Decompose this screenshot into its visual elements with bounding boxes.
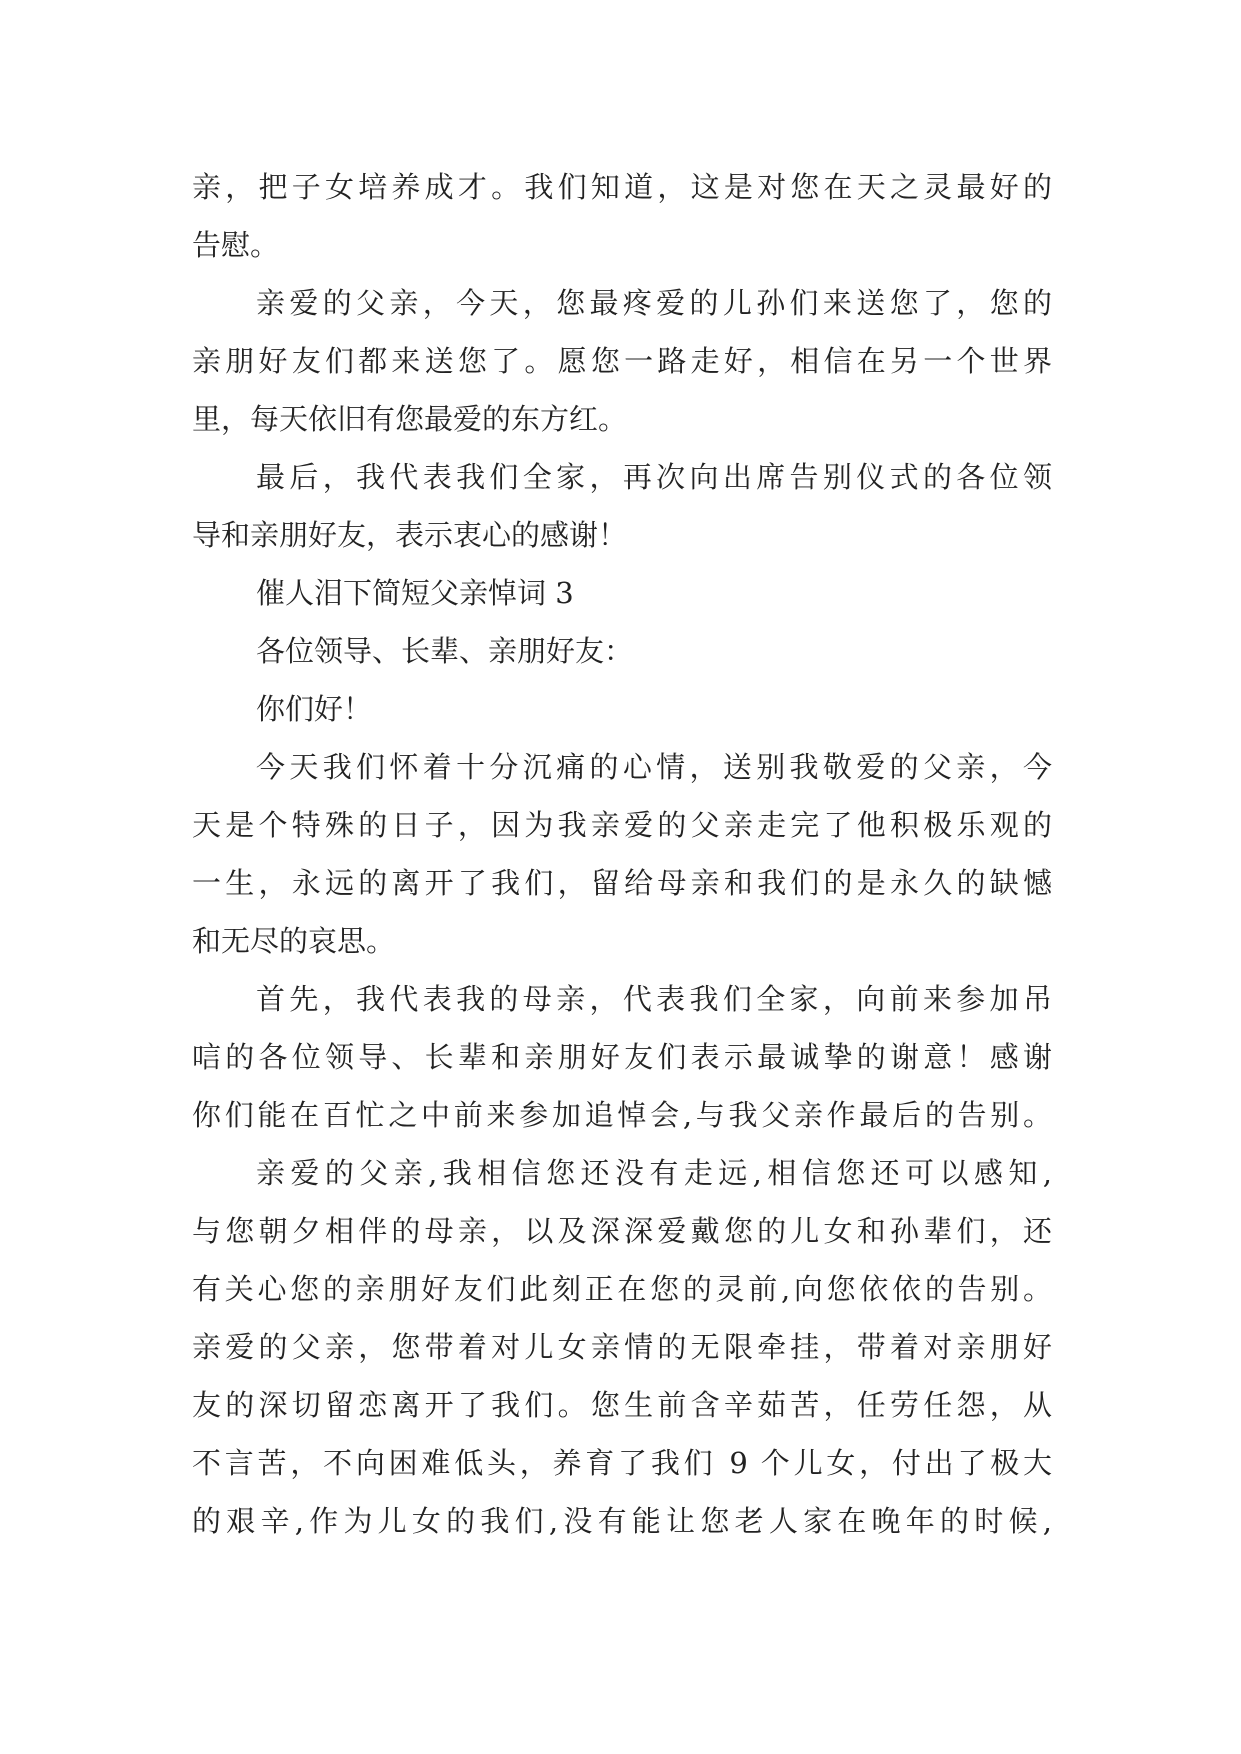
document-body (192, 158, 1052, 1550)
text-line: 导和亲朋好友，表示衷心的感谢！ (192, 518, 628, 552)
text-line: 与您朝夕相伴的母亲，以及深深爱戴您的儿女和孙辈们，还 (192, 1214, 1052, 1248)
text-line: 亲，把子女培养成才。我们知道，这是对您在天之灵最好的 (192, 170, 1052, 204)
text-line: 告慰。 (192, 228, 280, 262)
text-line: 一生，永远的离开了我们，留给母亲和我们的是永久的缺憾 (192, 866, 1052, 900)
text-line: 有关心您的亲朋好友们此刻正在您的灵前,向您依依的告别。 (192, 1272, 1052, 1306)
text-line: 不言苦，不向困难低头，养育了我们 9 个儿女，付出了极大 (192, 1446, 1052, 1480)
text-line: 天是个特殊的日子，因为我亲爱的父亲走完了他积极乐观的 (192, 808, 1052, 842)
greeting: 你们好！ (256, 692, 373, 726)
text-line: 亲爱的父亲，您带着对儿女亲情的无限牵挂，带着对亲朋好 (192, 1330, 1052, 1364)
text-line: 你们能在百忙之中前来参加追悼会,与我父亲作最后的告别。 (192, 1098, 1052, 1132)
text-line: 最后，我代表我们全家，再次向出席告别仪式的各位领 (256, 460, 1052, 494)
text-line: 亲爱的父亲,我相信您还没有走远,相信您还可以感知, (256, 1156, 1052, 1190)
text-line: 的艰辛,作为儿女的我们,没有能让您老人家在晚年的时候, (192, 1504, 1052, 1538)
text-line: 亲爱的父亲，今天，您最疼爱的儿孙们来送您了，您的 (256, 286, 1052, 320)
text-line: 亲朋好友们都来送您了。愿您一路走好，相信在另一个世界 (192, 344, 1052, 378)
text-line: 里，每天依旧有您最爱的东方红。 (192, 402, 628, 436)
text-line: 和无尽的哀思。 (192, 924, 396, 958)
text-line: 友的深切留恋离开了我们。您生前含辛茹苦，任劳任怨，从 (192, 1388, 1052, 1422)
text-line: 首先，我代表我的母亲，代表我们全家，向前来参加吊 (256, 982, 1052, 1016)
text-line: 今天我们怀着十分沉痛的心情，送别我敬爱的父亲，今 (256, 750, 1052, 784)
salutation: 各位领导、长辈、亲朋好友： (256, 634, 634, 668)
section-heading: 催人泪下简短父亲悼词 3 (256, 576, 574, 610)
text-line: 唁的各位领导、长辈和亲朋好友们表示最诚挚的谢意！感谢 (192, 1040, 1052, 1074)
